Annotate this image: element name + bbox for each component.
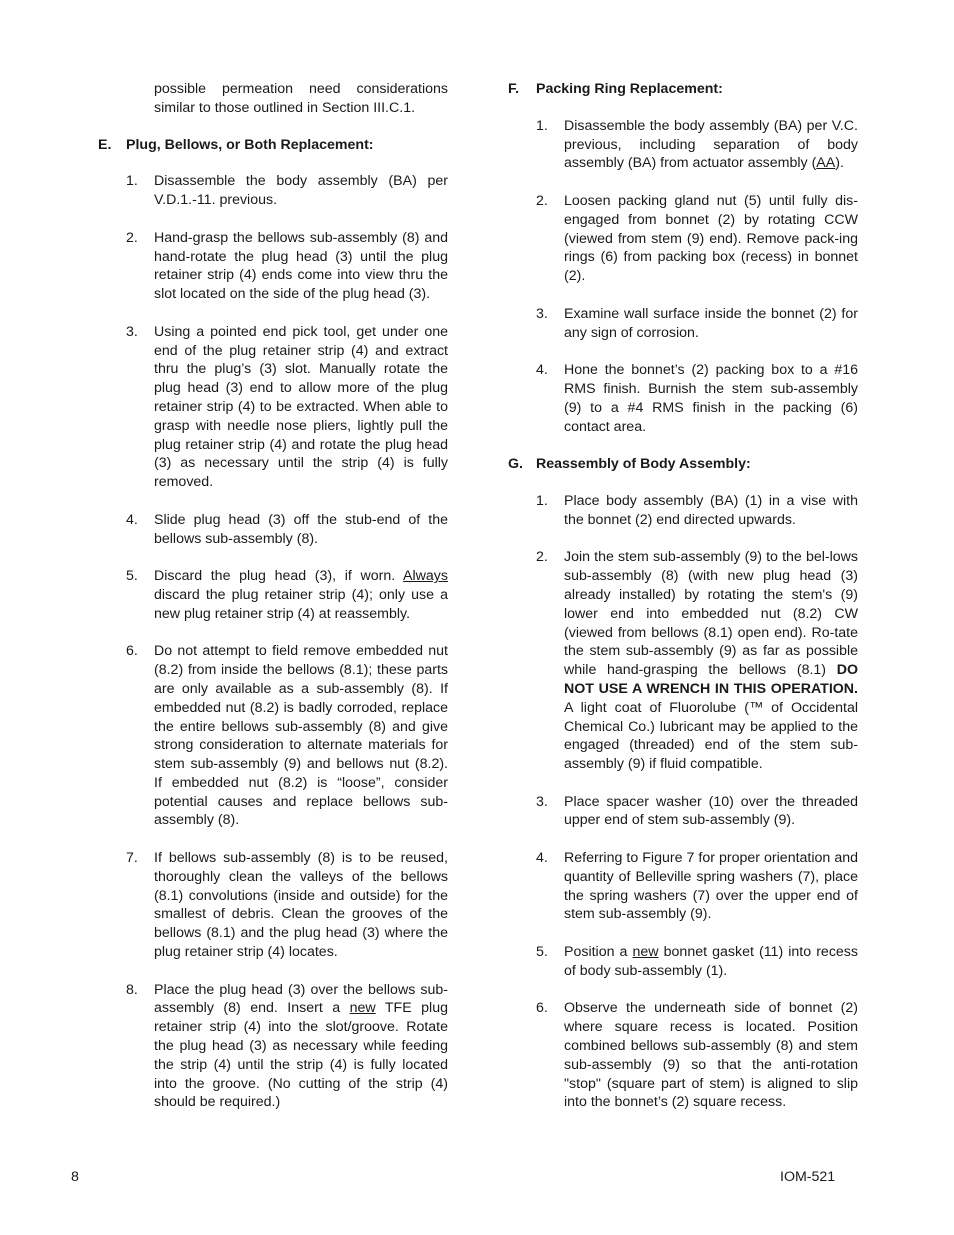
section-e-list: [98, 172, 448, 1112]
underlined-new: new: [632, 944, 659, 961]
item-number: 6.: [126, 643, 138, 660]
item-text: Using a pointed end pick tool, get under one end of the plug retainer strip (4) and extract thru the plug’s (3) slot. Manually rotate the plug head (3) end to allow more of the plug retainer strip (4) to be extracted. When able to grasp with needle nose pliers, lightly pull the plug retainer strip (4) and rotate the plug head (3) as necessary until the strip (4) is fully removed.: [154, 323, 448, 491]
list-item: [508, 999, 858, 1112]
item-number: 2.: [536, 192, 548, 209]
item-number: 2.: [126, 229, 138, 246]
section-f-list: [508, 117, 858, 437]
left-column: [98, 80, 448, 1131]
item-text: Disassemble the body assembly (BA) per V.C. previous, including separation of body assembly (BA) from actuator assembly (AA).: [564, 117, 858, 172]
item-text: Discard the plug head (3), if worn. Always discard the plug retainer strip (4); only use a new plug retainer strip (4) at reassembly.: [154, 568, 448, 622]
item-text: Position a new bonnet gasket (11) into recess of body sub-assembly (1).: [564, 944, 858, 979]
item-number: 8.: [126, 981, 138, 998]
item-number: 1.: [536, 492, 548, 509]
list-item: [98, 567, 448, 623]
list-item: [98, 981, 448, 1113]
underlined-always: Always: [403, 568, 448, 585]
item-number: 2.: [536, 549, 548, 566]
item-text: Place body assembly (BA) (1) in a vise with the bonnet (2) end directed upwards.: [564, 492, 858, 528]
continuation-text: possible permeation need considerations similar to those outlined in Section III.C.1.: [154, 81, 448, 116]
list-item: [98, 642, 448, 830]
item-text: Loosen packing gland nut (5) until fully dis-engaged from bonnet (2) by rotating CCW (viewed from stem (9) end). Remove pack-ing rings (6) from packing box (recess) in bonnet (2).: [564, 192, 858, 285]
list-item: [98, 172, 448, 210]
item-number: 3.: [536, 305, 548, 322]
section-g-title: Reassembly of Body Assembly:: [536, 456, 751, 473]
bold-warning: DO NOT USE A WRENCH IN THIS OPERATION.: [564, 662, 858, 697]
item-number: 3.: [536, 793, 548, 810]
item-text: Disassemble the body assembly (BA) per V.D.1.-11. previous.: [154, 173, 448, 209]
list-item: [508, 305, 858, 343]
item-text: If bellows sub-assembly (8) is to be reused, thoroughly clean the valleys of the bellows (8.1) convolutions (inside and outside) for the smallest of debris. Clean the grooves of the bellows (8.1) and the plug head (3) where the plug retainer strip (4) locates.: [154, 850, 448, 961]
item-text: Join the stem sub-assembly (9) to the bel-lows sub-assembly (8) (with new plug head (3) already installed) by rotating the stem's (9) lower end into embedded nut (8.2) CW (viewed from bellows (8.1) open end). Ro-tate the stem sub-assembly (9) as far as possible while hand-grasping the bellows (8.1) DO NOT USE A WRENCH IN THIS OPERATION. A light coat of Fluorolube (™ of Occidental Chemical Co.) lubricant may be applied to the engaged (threaded) end of the stem sub-assembly (9) if fluid compatible.: [564, 549, 858, 773]
underlined-new: new: [349, 1000, 376, 1017]
list-item: [508, 492, 858, 530]
list-item: [508, 361, 858, 436]
item-text: Referring to Figure 7 for proper orientation and quantity of Belleville spring washers (7), place the spring washers (7) over the upper end of stem sub-assembly (9).: [564, 850, 858, 923]
section-f-letter: F.: [508, 81, 520, 97]
section-e-letter: E.: [98, 136, 112, 153]
item-text: Do not attempt to field remove embedded nut (8.2) from inside the bellows (8.1); these parts are only available as a sub-assembly (8). If embedded nut (8.2) is badly corroded, replace the entire bellows sub-assembly (8) and give strong consideration to alternate materials for stem sub-assembly (9) and bellows nut (8.2). If embedded nut (8.2) is “loose”, consider potential causes and replace bellows sub-assembly (8).: [154, 643, 448, 829]
item-number: 4.: [536, 362, 548, 379]
item-text: Observe the underneath side of bonnet (2) where square recess is located. Position combined bellows sub-assembly (8) and stem sub-assembly (9) so that the anti-rotation "stop" (square part of stem) is aligned to slip into the bonnet’s (2) square recess.: [564, 1000, 858, 1111]
list-item: [508, 192, 858, 286]
document-id: IOM-521: [780, 1169, 836, 1185]
item-text: Slide plug head (3) off the stub-end of the bellows sub-assembly (8).: [154, 511, 448, 547]
list-item: [508, 849, 858, 924]
item-text: Hone the bonnet’s (2) packing box to a #16 RMS finish. Burnish the stem sub-assembly (9) to a #4 RMS finish in the packing (6) contact area.: [564, 362, 858, 435]
item-number: 4.: [536, 850, 548, 867]
list-item: [98, 229, 448, 304]
item-number: 5.: [536, 944, 548, 961]
item-number: 1.: [536, 117, 548, 134]
item-number: 7.: [126, 850, 138, 867]
section-g-heading: [508, 455, 858, 474]
section-f-title: Packing Ring Replacement:: [536, 81, 723, 97]
item-text: Examine wall surface inside the bonnet (2) for any sign of corrosion.: [564, 305, 858, 341]
section-f-heading: [508, 80, 858, 99]
item-number: 6.: [536, 1000, 548, 1017]
page-number: 8: [71, 1169, 79, 1185]
list-item: [98, 323, 448, 492]
section-g-letter: G.: [508, 456, 523, 473]
underlined-aa: AA: [816, 155, 836, 172]
item-number: 4.: [126, 511, 138, 528]
list-item: [508, 548, 858, 774]
list-item: [508, 793, 858, 831]
item-number: 5.: [126, 568, 138, 585]
section-g-list: [508, 492, 858, 1112]
item-number: 1.: [126, 173, 138, 190]
section-e-title: Plug, Bellows, or Both Replacement:: [126, 136, 374, 153]
item-number: 3.: [126, 323, 138, 340]
item-text: Place spacer washer (10) over the threaded upper end of stem sub-assembly (9).: [564, 793, 858, 829]
list-item: [98, 511, 448, 549]
item-text: Place the plug head (3) over the bellows sub-assembly (8) end. Insert a new TFE plug retainer strip (4) into the slot/groove. Rotate the plug head (3) as necessary while feeding the strip (4) until the strip (4) is fully located into the groove. (No cutting of the strip (4) should be required.): [154, 981, 448, 1111]
list-item: [98, 849, 448, 962]
section-e-heading: [98, 136, 448, 155]
list-item: [508, 117, 858, 173]
item-text: Hand-grasp the bellows sub-assembly (8) and hand-rotate the plug head (3) until the plug retainer strip (4) ends come into view thru the slot located on the side of the plug head (3).: [154, 229, 448, 303]
right-column: [508, 80, 858, 1131]
list-item: [508, 943, 858, 981]
